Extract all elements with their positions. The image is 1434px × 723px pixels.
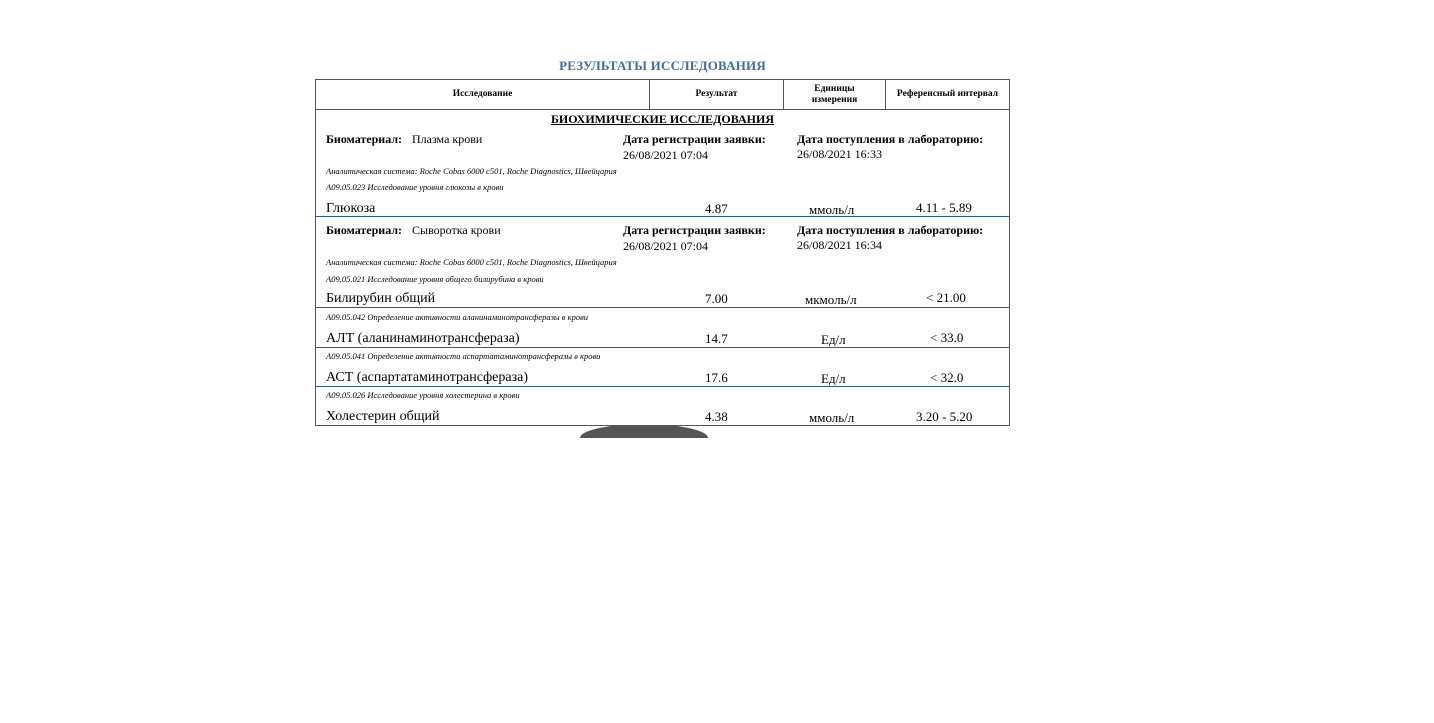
test-reference: 4.11 - 5.89 (916, 200, 972, 215)
lab-date-label: Дата поступления в лабораторию: (797, 223, 984, 237)
header-reference: Референсный интервал (896, 89, 999, 99)
lab-date-value: 26/08/2021 16:34 (797, 238, 883, 252)
test-units: Ед/л (821, 332, 846, 347)
analyzer-info: Аналитическая система: Roche Cobas 6000 c501, Roche Diagnostics, Швейцария (326, 257, 617, 267)
section-title: БИОХИМИЧЕСКИЕ ИССЛЕДОВАНИЯ (551, 112, 774, 126)
cropped-overlay-shape (580, 424, 708, 438)
test-code: A09.05.023 Исследование уровня глюкозы в крови (326, 182, 504, 192)
test-code: A09.05.026 Исследование уровня холестерина в крови (326, 390, 520, 400)
header-study: Исследование (316, 80, 650, 109)
test-name: Билирубин общий (326, 291, 436, 306)
test-reference: < 32.0 (930, 370, 964, 385)
test-units: Ед/л (821, 371, 846, 386)
biomaterial-label: Биоматериал: (326, 132, 403, 146)
test-result: 14.7 (705, 331, 728, 346)
row-divider (316, 307, 1009, 308)
test-result: 17.6 (705, 370, 728, 385)
row-divider (316, 216, 1009, 217)
header-units-line1: Единицы (814, 83, 855, 94)
test-reference: < 33.0 (930, 330, 964, 345)
test-reference: < 21.00 (926, 290, 966, 305)
document-title: РЕЗУЛЬТАТЫ ИССЛЕДОВАНИЯ (559, 58, 766, 73)
reg-date-value: 26/08/2021 07:04 (623, 239, 709, 253)
test-name: АСТ (аспартатаминотрансфераза) (326, 370, 529, 385)
test-result: 7.00 (705, 291, 728, 306)
test-result: 4.87 (705, 201, 728, 216)
lab-date-value: 26/08/2021 16:33 (797, 147, 883, 161)
row-divider (316, 386, 1009, 387)
test-code: A09.05.041 Определение активности аспартатаминотрансферазы в крови (326, 351, 601, 361)
header-units-line2: измерения (811, 94, 858, 105)
test-units: мкмоль/л (805, 292, 857, 307)
header-result: Результат (650, 80, 784, 109)
test-code: A09.05.021 Исследование уровня общего билирубина в крови (326, 274, 544, 284)
reg-date-label: Дата регистрации заявки: (623, 223, 766, 237)
biomaterial-value: Плазма крови (412, 132, 483, 146)
results-table (315, 79, 1010, 426)
table-header (316, 80, 1009, 110)
analyzer-info: Аналитическая система: Roche Cobas 6000 c501, Roche Diagnostics, Швейцария (326, 166, 617, 176)
reg-date-value: 26/08/2021 07:04 (623, 148, 709, 162)
test-name: АЛТ (аланинаминотрансфераза) (326, 331, 520, 346)
reg-date-label: Дата регистрации заявки: (623, 132, 766, 146)
test-units: ммоль/л (809, 410, 855, 425)
biomaterial-value: Сыворотка крови (412, 223, 501, 237)
lab-date-label: Дата поступления в лабораторию: (797, 132, 984, 146)
biomaterial-label: Биоматериал: (326, 223, 403, 237)
test-units: ммоль/л (809, 202, 855, 217)
test-name: Холестерин общий (326, 409, 440, 424)
test-reference: 3.20 - 5.20 (916, 409, 973, 424)
test-name: Глюкоза (326, 201, 376, 216)
test-result: 4.38 (705, 409, 728, 424)
header-units (784, 80, 886, 109)
row-divider (316, 347, 1009, 348)
test-code: A09.05.042 Определение активности аланинаминотрансферазы в крови (326, 312, 589, 322)
